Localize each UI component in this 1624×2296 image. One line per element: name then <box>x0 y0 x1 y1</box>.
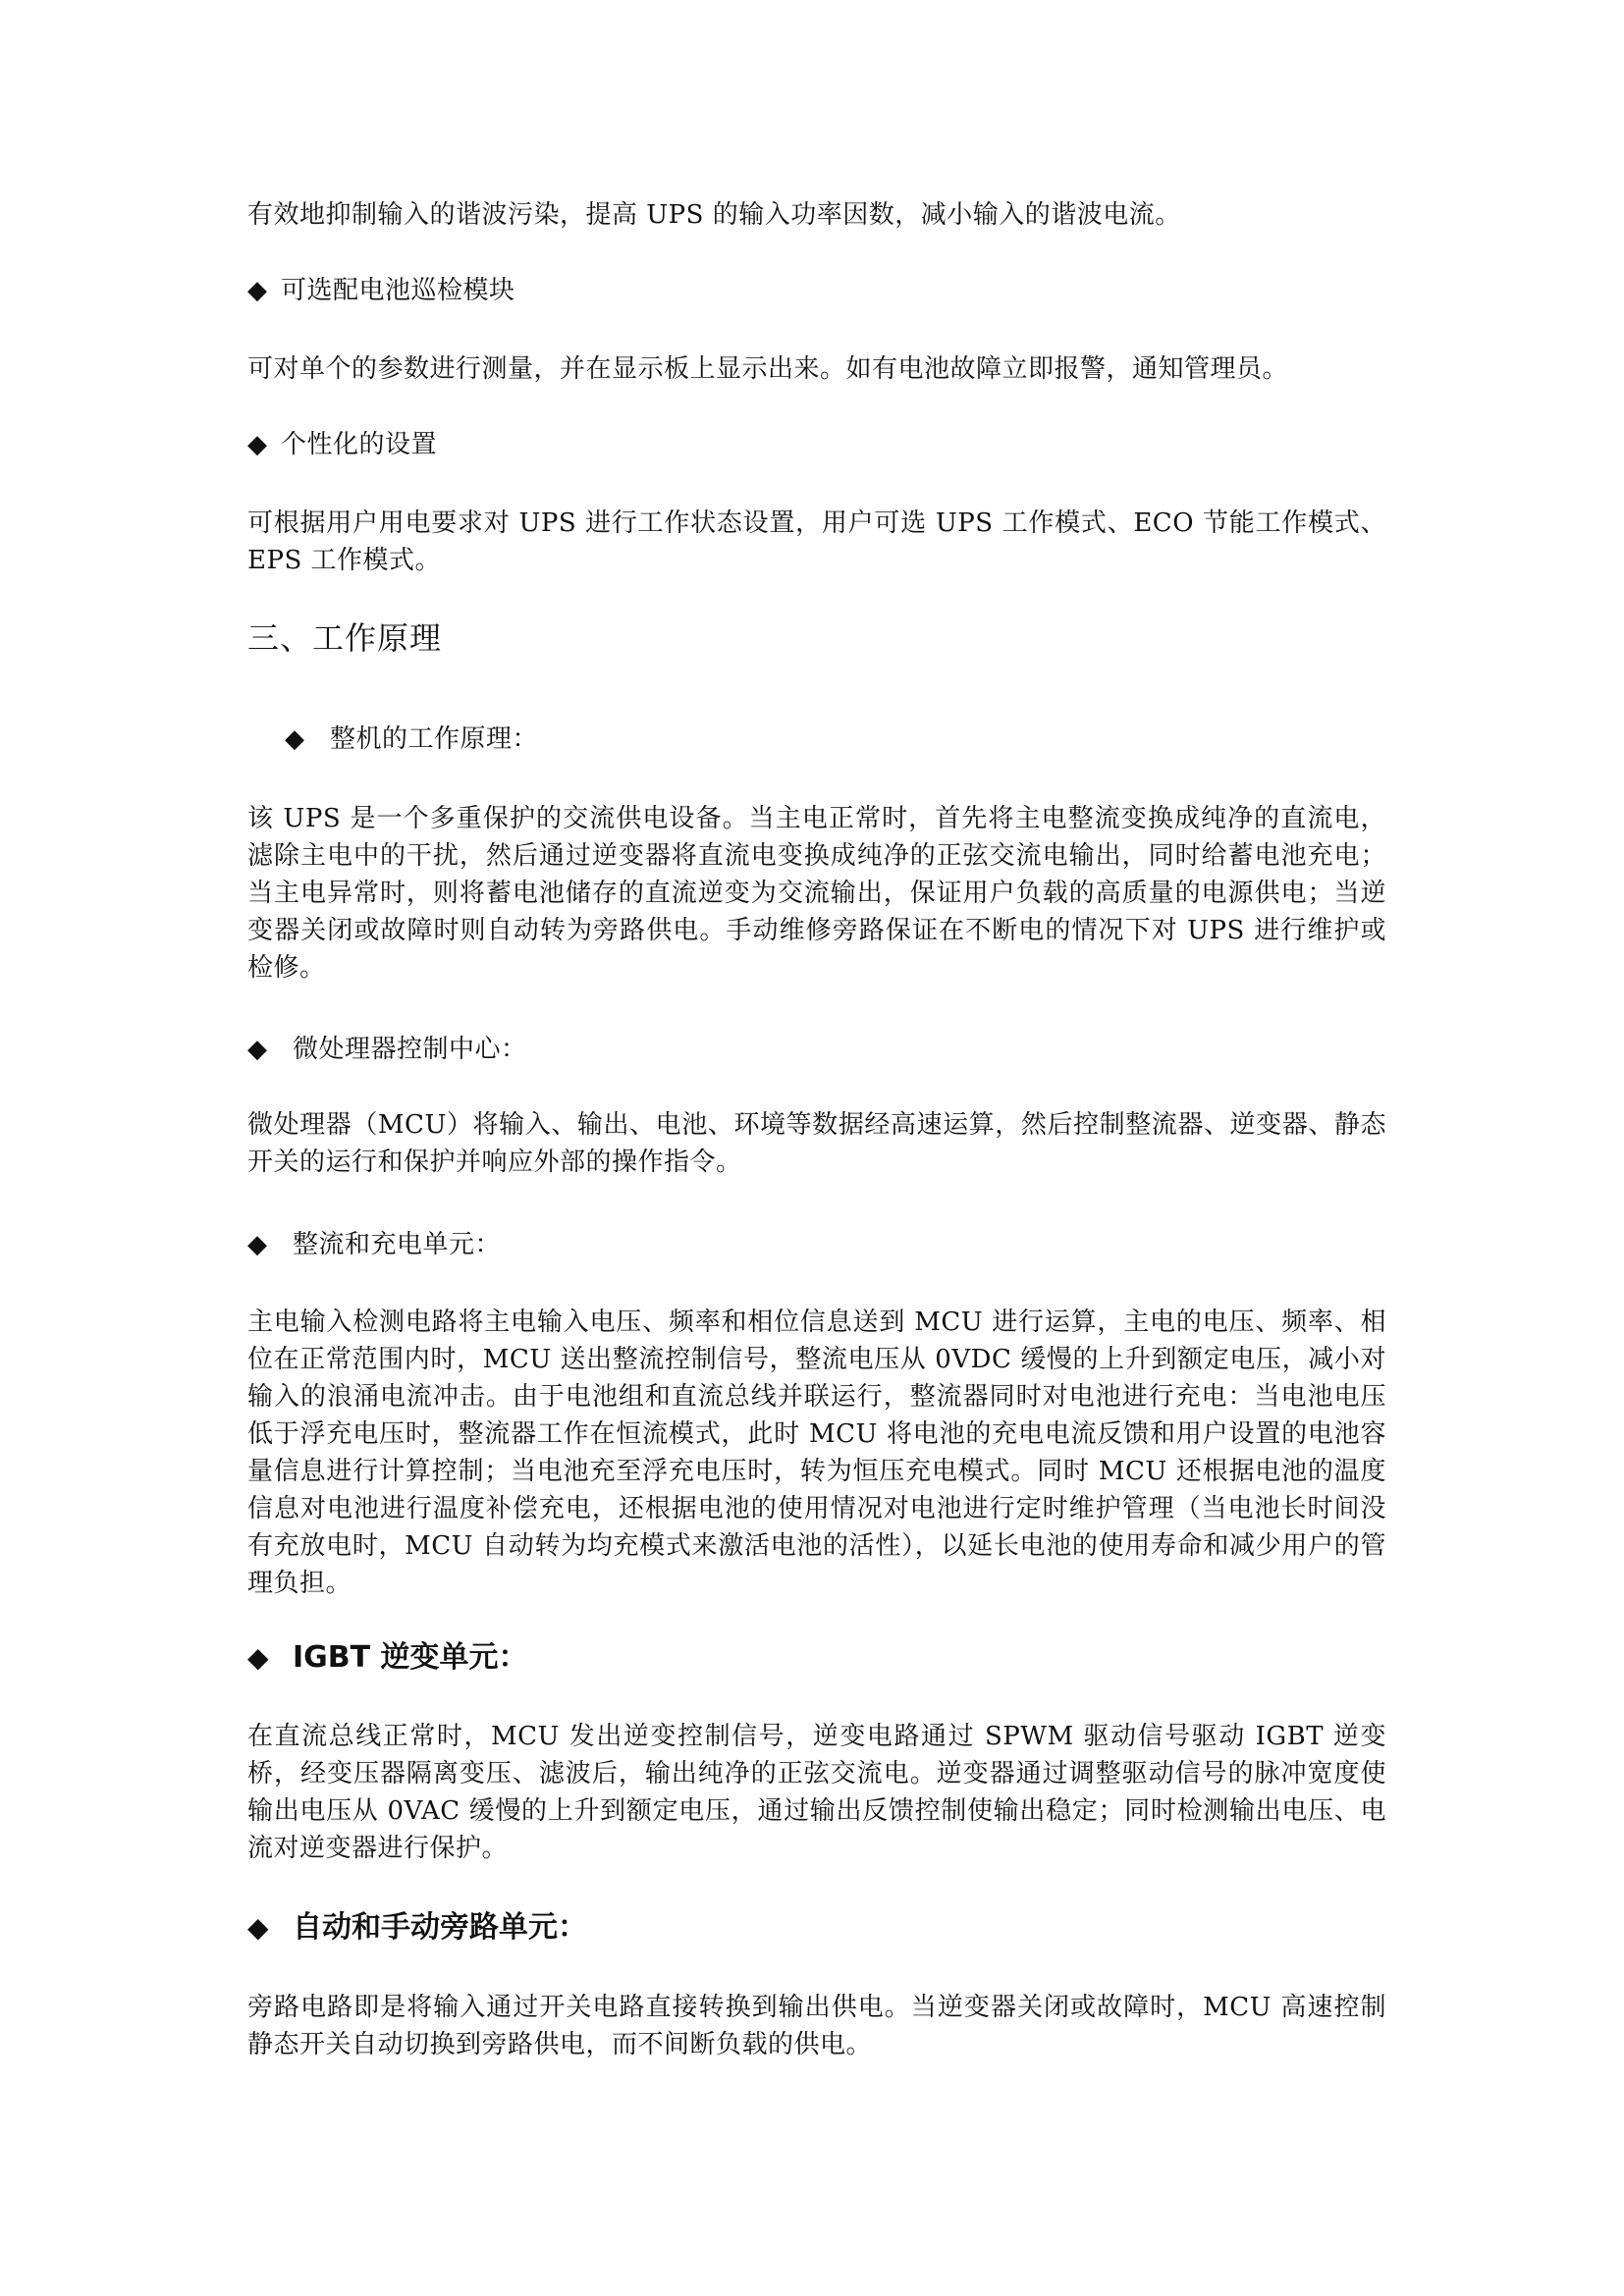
subheading-overall-principle <box>285 721 1424 758</box>
subheading-label: 微处理器控制中心： <box>293 1035 527 1064</box>
diamond-bullet-icon: ◆ <box>285 724 305 754</box>
paragraph-mcu: 微处理器（MCU）将输入、输出、电池、环境等数据经高速运算，然后控制整流器、逆变器、静态开关的运行和保护并响应外部的操作指令。 <box>247 1110 1386 1177</box>
diamond-bullet-icon: ◆ <box>247 1641 269 1674</box>
paragraph-rectifier: 主电输入检测电路将主电输入电压、频率和相位信息送到 MCU 进行运算，主电的电压、频率、相位在正常范围内时，MCU 送出整流控制信号，整流电压从 0VDC 缓慢的上升到额定电压，减小对输入的浪涌电流冲击。由于电池组和直流总线并联运行，整流器同时对电池进行充电：当电池电压低于浮充电压时，整流器工作在恒流模式，此时 MCU 将电池的充电电流反馈和用户设置的电池容量信息进行计算控制；当电池充至浮充电压时，转为恒压充电模式。同时 MCU 还根据电池的温度信息对电池进行温度补偿充电，还根据电池的使用情况对电池进行定时维护管理（当电池长时间没有充放电时，MCU 自动转为均充模式来激活电池的活性），以延长电池的使用寿命和减少用户的管理负担。 <box>247 1308 1386 1598</box>
section-title-working-principle: 三、工作原理 <box>247 619 443 657</box>
diamond-bullet-icon: ◆ <box>247 1035 268 1064</box>
paragraph-custom-settings: 可根据用户用电要求对 UPS 进行工作状态设置，用户可选 UPS 工作模式、ECO 节能工作模式、EPS 工作模式。 <box>247 508 1386 575</box>
diamond-bullet-icon: ◆ <box>247 1230 268 1259</box>
subheading-label: 整机的工作原理： <box>330 724 539 754</box>
paragraph-igbt: 在直流总线正常时，MCU 发出逆变控制信号，逆变电路通过 SPWM 驱动信号驱动 IGBT 逆变桥，经变压器隔离变压、滤波后，输出纯净的正弦交流电。逆变器通过调整驱动信号的脉冲宽度使输出电压从 0VAC 缓慢的上升到额定电压，通过输出反馈控制使输出稳定；同时检测输出电压、电流对逆变器进行保护。 <box>247 1722 1386 1863</box>
subheading-bypass <box>247 1907 1386 1949</box>
paragraph-bypass: 旁路电路即是将输入通过开关电路直接转换到输出供电。当逆变器关闭或故障时，MCU 高速控制静态开关自动切换到旁路供电，而不间断负载的供电。 <box>247 1993 1386 2059</box>
diamond-bullet-icon: ◆ <box>247 1911 269 1944</box>
feature-title: 可选配电池巡检模块 <box>281 276 515 305</box>
paragraph-battery-inspection: 可对单个的参数进行测量，并在显示板上显示出来。如有电池故障立即报警，通知管理员。 <box>247 354 1289 384</box>
subheading-mcu <box>247 1031 1386 1068</box>
diamond-bullet-icon: ◆ <box>247 276 268 305</box>
subheading-rectifier <box>247 1226 1386 1263</box>
paragraph-overall-principle: 该 UPS 是一个多重保护的交流供电设备。当主电正常时，首先将主电整流变换成纯净的直流电，滤除主电中的干扰，然后通过逆变器将直流电变换成纯净的正弦交流电输出，同时给蓄电池充电；当主电异常时，则将蓄电池储存的直流逆变为交流输出，保证用户负载的高质量的电源供电；当逆变器关闭或故障时则自动转为旁路供电。手动维修旁路保证在不断电的情况下对 UPS 进行维护或检修。 <box>247 804 1386 983</box>
subheading-label: IGBT 逆变单元： <box>293 1640 528 1675</box>
subheading-label: 自动和手动旁路单元： <box>293 1910 587 1945</box>
subheading-igbt <box>247 1637 1386 1679</box>
feature-battery-inspection <box>247 272 1386 309</box>
subheading-label: 整流和充电单元： <box>293 1230 502 1259</box>
diamond-bullet-icon: ◆ <box>247 430 268 459</box>
feature-custom-settings <box>247 426 1386 463</box>
feature-title: 个性化的设置 <box>281 430 438 459</box>
paragraph-harmonic-suppression: 有效地抑制输入的谐波污染，提高 UPS 的输入功率因数，减小输入的谐波电流。 <box>247 200 1181 230</box>
